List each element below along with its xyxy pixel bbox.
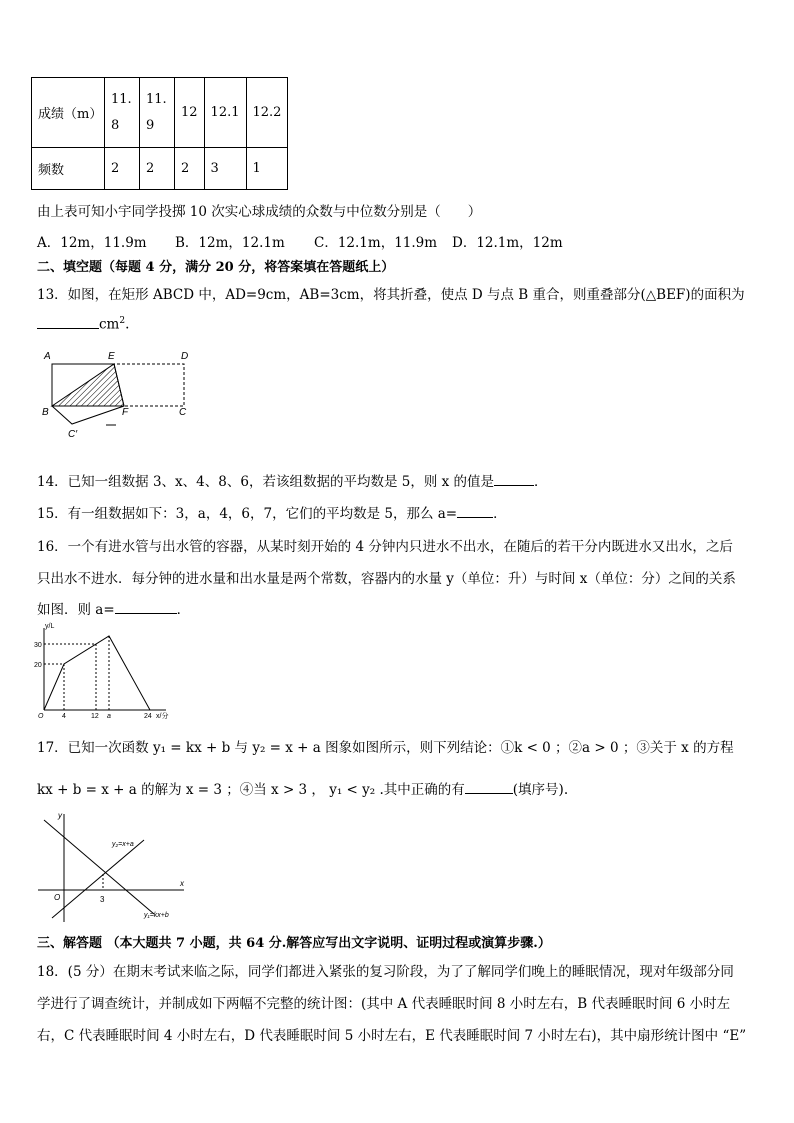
table-cell: 3 [204, 148, 246, 190]
q18-line2: 学进行了调查统计，并制成如下两幅不完整的统计图：(其中 A 代表睡眠时间 8 小时左右，B 代表睡眠时间 6 小时左 [37, 996, 731, 1012]
table-cell: 12.2 [246, 78, 288, 148]
label-f: F [122, 407, 129, 418]
q13-answer-line: $cm^2$. [37, 316, 129, 333]
q16-figure [34, 622, 174, 722]
table-cell: 1 [246, 148, 288, 190]
tick-20: 20 [34, 662, 42, 669]
label-e: E [108, 351, 115, 362]
table-header-cell: 频数 [32, 148, 105, 190]
x-axis-label: x [180, 879, 184, 888]
q16-line3: 如图．则 a= ． [37, 602, 191, 618]
label-c: C [179, 407, 187, 418]
q12-stem: 由上表可知小宇同学投掷 10 次实心球成绩的众数与中位数分别是（ ） [37, 204, 482, 220]
table-cell: 2 [140, 148, 175, 190]
table-cell: 12.1 [204, 78, 246, 148]
q13-figure [40, 345, 200, 457]
answer-blank [465, 792, 513, 794]
label-b: B [42, 407, 49, 418]
q12-option-b: B．12m，12.1m [175, 235, 285, 251]
tick-4: 4 [62, 713, 66, 720]
q14-text: 14．已知一组数据 3、x、4、8、6，若该组数据的平均数是 5，则 x 的值是 ． [37, 474, 548, 490]
section-3-heading: 三、解答题 （本大题共 7 小题，共 64 分.解答应写出文字说明、证明过程或演算步骤.） [37, 936, 551, 951]
label-y1: y₁=kx+b [144, 912, 169, 919]
water-volume-line [44, 636, 150, 710]
table-cell: 11. 8 [105, 78, 140, 148]
label-d: D [181, 351, 189, 362]
answer-blank [115, 612, 177, 614]
q17-figure [34, 810, 194, 925]
answer-blank [37, 327, 99, 329]
table-cell: 2 [105, 148, 140, 190]
table-row [32, 78, 288, 148]
section-2-heading: 二、填空题（每题 4 分，满分 20 分，将答案填在答题纸上） [37, 260, 395, 275]
answer-blank [494, 484, 534, 486]
q15-text: 15．有一组数据如下：3，a，4，6，7，它们的平均数是 5，那么 a= ． [37, 506, 507, 522]
answer-blank [457, 516, 493, 518]
label-a: A [44, 351, 51, 362]
q16-line2: 只出水不进水．每分钟的进水量和出水量是两个常数，容器内的水量 y（单位：升）与时间 x（单位：分）之间的关系 [37, 571, 736, 587]
x-axis-label: x/分 [156, 713, 169, 720]
label-c-prime: C′ [68, 429, 78, 440]
triangle-bef [52, 364, 124, 406]
tick-3: 3 [100, 895, 105, 904]
score-table [31, 77, 288, 190]
tick-12: 12 [91, 713, 99, 720]
q17-line1: 17．已知一次函数 y₁ = kx + b 与 y₂ = x + a 图象如图所示，则下列结论：①k < 0 ；②a > 0 ；③关于 x 的方程 [37, 740, 734, 756]
table-cell: 12 [175, 78, 205, 148]
q18-line3: 右，C 代表睡眠时间 4 小时左右，D 代表睡眠时间 5 小时左右，E 代表睡眠时间 7 小时左右)，其中扇形统计图中 “E” [37, 1028, 747, 1044]
label-y2: y₂=x+a [112, 841, 134, 848]
tick-30: 30 [34, 642, 42, 649]
origin-label: O [38, 713, 44, 720]
line-y2 [52, 840, 144, 918]
y-axis-label: y/L [45, 623, 55, 630]
q12-option-d: D．12.1m，12m [452, 235, 563, 251]
q12-option-a: A．12m，11.9m [37, 235, 147, 251]
table-header-cell: 成绩（m） [32, 78, 105, 148]
line-y1 [44, 820, 154, 914]
tick-24: 24 [144, 713, 152, 720]
q17-line2: kx + b = x + a 的解为 x = 3 ；④当 x > 3 ， y₁ < y₂ .其中正确的有 (填序号). [37, 782, 569, 798]
q16-line1: 16．一个有进水管与出水管的容器，从某时刻开始的 4 分钟内只进水不出水，在随后的若干分内既进水又出水，之后 [37, 539, 733, 555]
origin-label: O [54, 893, 61, 902]
q18-line1: 18．(5 分）在期末考试来临之际，同学们都进入紧张的复习阶段，为了了解同学们晚上的睡眠情况，现对年级部分同 [37, 964, 734, 980]
y-axis-label: y [58, 811, 62, 820]
q13-text: 13．如图，在矩形 ABCD 中，AD=9cm，AB=3cm，将其折叠，使点 D 与点 B 重合，则重叠部分(△BEF)的面积为 [37, 287, 745, 303]
q12-option-c: C．12.1m，11.9m [314, 235, 438, 251]
table-cell: 2 [175, 148, 205, 190]
table-cell: 11. 9 [140, 78, 175, 148]
tick-a: a [107, 713, 111, 720]
table-row [32, 148, 288, 190]
